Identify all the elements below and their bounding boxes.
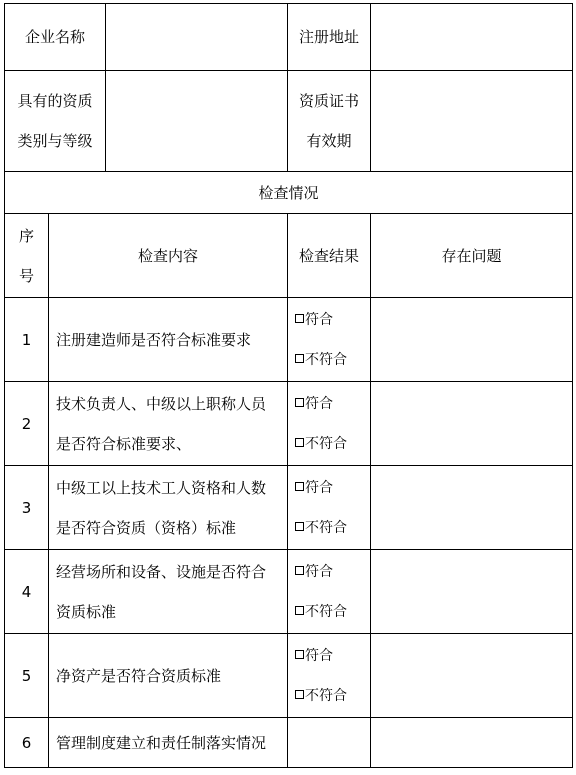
checkbox-icon[interactable] [295,690,304,699]
check-row [5,466,573,550]
pass-option-label: 符合 [305,311,334,328]
column-header-result: 检查结果 [288,214,371,298]
reg-address-label: 注册地址 [288,4,371,71]
pass-option-label: 符合 [305,479,334,496]
qualification-label-line2: 类别与等级 [17,132,93,150]
qualification-value[interactable] [106,71,288,172]
check-row [5,550,573,634]
fail-option-label: 不符合 [305,351,348,368]
check-row-content [49,382,288,466]
column-header-row [5,214,573,298]
check-row-content-line1: 注册建造师是否符合标准要求 [56,330,252,349]
check-row-number: 1 [5,298,49,382]
checkbox-icon[interactable] [295,650,304,659]
check-row-number: 6 [5,718,49,768]
fail-option[interactable] [295,676,370,716]
pass-option[interactable] [295,384,370,424]
fail-option-label: 不符合 [305,687,348,704]
pass-option-label: 符合 [305,647,334,664]
pass-option[interactable] [295,552,370,592]
qualification-label-line1: 具有的资质 [17,92,93,110]
check-row-content-line2: 资质标准 [56,602,117,621]
check-row-content-line1: 净资产是否符合资质标准 [56,666,222,685]
check-row [5,298,573,382]
check-row-result [288,298,371,382]
check-row-problem[interactable] [371,718,573,768]
check-row-content-line1: 经营场所和设备、设施是否符合 [56,562,267,581]
column-header-seq-line2: 号 [18,266,34,285]
check-row-number: 3 [5,466,49,550]
column-header-content: 检查内容 [49,214,288,298]
pass-option[interactable] [295,636,370,676]
check-row-result [288,382,371,466]
checkbox-icon[interactable] [295,482,304,491]
company-row [5,4,573,71]
check-row-problem[interactable] [371,466,573,550]
check-row-problem[interactable] [371,550,573,634]
fail-option-label: 不符合 [305,435,348,452]
check-row [5,718,573,768]
column-header-problem: 存在问题 [371,214,573,298]
check-row-result [288,466,371,550]
company-name-value[interactable] [106,4,288,71]
check-row-content [49,634,288,718]
check-row-problem[interactable] [371,298,573,382]
check-row-content [49,466,288,550]
check-row [5,382,573,466]
cert-validity-label [288,71,371,172]
check-row-number: 5 [5,634,49,718]
fail-option[interactable] [295,592,370,632]
checkbox-icon[interactable] [295,566,304,575]
check-row-number: 2 [5,382,49,466]
column-header-seq-line1: 序 [18,226,34,245]
check-row-content [49,718,288,768]
check-row-result [288,550,371,634]
check-row-result [288,718,371,768]
check-row-content-line2: 是否符合标准要求、 [56,434,192,453]
fail-option[interactable] [295,340,370,380]
checkbox-icon[interactable] [295,398,304,407]
fail-option-label: 不符合 [305,519,348,536]
check-row-number: 4 [5,550,49,634]
pass-option[interactable] [295,300,370,340]
cert-validity-value[interactable] [371,71,573,172]
pass-option[interactable] [295,468,370,508]
pass-option-label: 符合 [305,563,334,580]
cert-validity-label-line2: 有效期 [306,132,352,150]
section-title: 检查情况 [5,172,573,214]
pass-option-label: 符合 [305,395,334,412]
checkbox-icon[interactable] [295,606,304,615]
check-row-content-line2: 是否符合资质（资格）标准 [56,518,237,537]
checkbox-icon[interactable] [295,354,304,363]
check-row-content-line1: 管理制度建立和责任制落实情况 [56,733,267,752]
section-title-row [5,172,573,214]
fail-option[interactable] [295,424,370,464]
check-row-result [288,634,371,718]
inspection-form-table [4,3,573,768]
check-row-problem[interactable] [371,382,573,466]
check-row-content-line1: 技术负责人、中级以上职称人员 [56,394,267,413]
checkbox-icon[interactable] [295,314,304,323]
check-row-content [49,298,288,382]
fail-option-label: 不符合 [305,603,348,620]
reg-address-value[interactable] [371,4,573,71]
fail-option[interactable] [295,508,370,548]
check-row-problem[interactable] [371,634,573,718]
checkbox-icon[interactable] [295,522,304,531]
check-row-content [49,550,288,634]
cert-validity-label-line1: 资质证书 [299,92,360,110]
check-row [5,634,573,718]
qualification-label [5,71,106,172]
check-row-content-line1: 中级工以上技术工人资格和人数 [56,478,267,497]
qualification-row [5,71,573,172]
column-header-seq [5,214,49,298]
company-name-label: 企业名称 [5,4,106,71]
checkbox-icon[interactable] [295,438,304,447]
